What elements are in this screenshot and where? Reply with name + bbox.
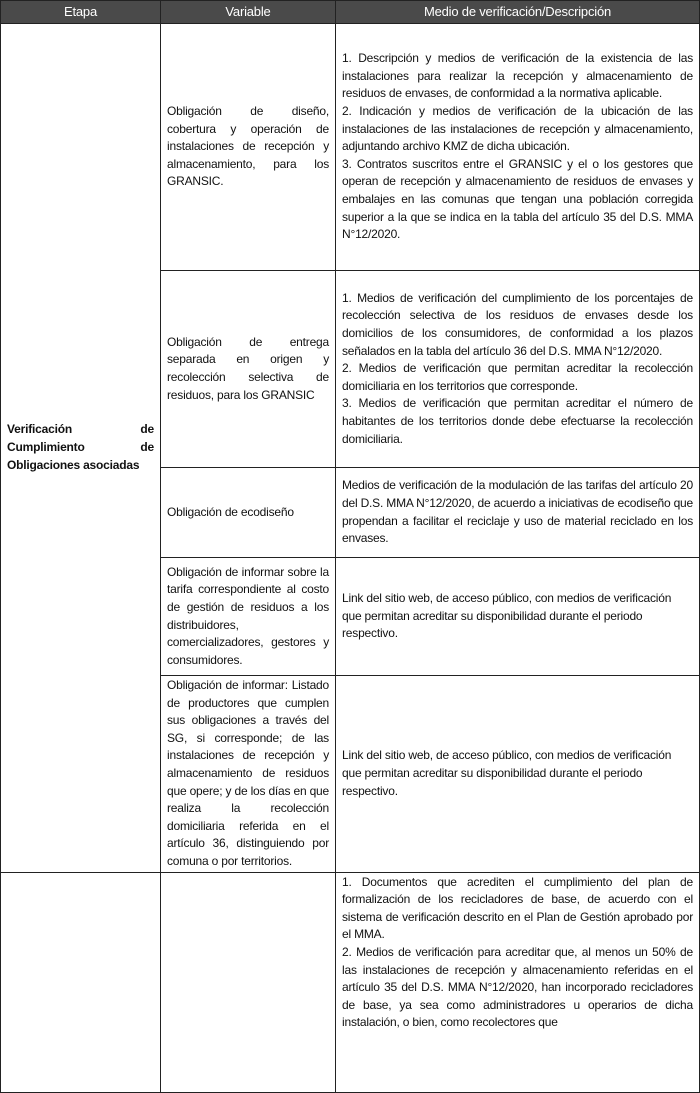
medio-item: Link del sitio web, de acceso público, con medios de verificación que permitan acreditar su disponibilidad durante el periodo respectivo.: [342, 748, 672, 798]
medio-cell: [336, 872, 700, 1092]
medio-item: Link del sitio web, de acceso público, con medios de verificación que permitan acreditar su disponibilidad durante el periodo respectivo.: [342, 591, 672, 641]
medio-item: 1. Documentos que acrediten el cumplimiento del plan de formalización de los recicladores de base, de acuerdo con el sistema de verificación descrito en el Plan de Gestión aprobado por el MMA.: [342, 874, 693, 942]
variable-cell: Obligación de ecodiseño: [161, 468, 336, 558]
variable-cell: Obligación de entrega separada en origen y recolección selectiva de residuos, para los GRANSIC: [161, 271, 336, 468]
table-header-row: [1, 1, 700, 24]
medio-item: 2. Medios de verificación que permitan acreditar la recolección domiciliaria en los territorios que corresponde.: [342, 361, 693, 393]
variable-cell: Obligación de diseño, cobertura y operación de instalaciones de recepción y almacenamiento, para los GRANSIC.: [161, 24, 336, 271]
medio-cell: [336, 558, 700, 676]
medio-item: 3. Contratos suscritos entre el GRANSIC y el o los gestores que operan de recepción y almacenamiento de residuos de envases y embalajes en las comunas que tengan una población corregida superior a la que se indica en la tabla del artículo 35 del D.S. MMA N°12/2020.: [342, 156, 693, 242]
etapa-cell: [1, 872, 161, 1092]
header-medio: Medio de verificación/Descripción: [336, 1, 700, 24]
medio-cell: [336, 676, 700, 873]
header-variable: Variable: [161, 1, 336, 24]
medio-cell: [336, 24, 700, 271]
variable-cell: Obligación de informar sobre la tarifa correspondiente al costo de gestión de residuos a los distribuidores, comercializadores, gestores y consumidores.: [161, 558, 336, 676]
variable-cell: [161, 872, 336, 1092]
table-row: [1, 872, 700, 1092]
medio-item: 1. Descripción y medios de verificación de la existencia de las instalaciones para realizar la recepción y almacenamiento de residuos de envases, de conformidad a la normativa aplicable.: [342, 51, 693, 101]
medio-item: Medios de verificación de la modulación de las tarifas del artículo 20 del D.S. MMA N°12/2020, de acuerdo a iniciativas de ecodiseño que propendan a facilitar el reciclaje y uso de material reciclado en los envases.: [342, 478, 693, 546]
medio-cell: [336, 271, 700, 468]
etapa-cell: Verificación de Cumplimiento de Obligaciones asociadas: [1, 24, 161, 873]
table-row: [1, 24, 700, 271]
header-etapa: Etapa: [1, 1, 161, 24]
variable-cell: Obligación de informar: Listado de productores que cumplen sus obligaciones a través del SG, si corresponde; de las instalaciones de recepción y almacenamiento de residuos que opere; y de los días en que realiza la recolección domiciliaria referida en el artículo 36, distinguiendo por comuna o por territorios.: [161, 676, 336, 873]
medio-cell: [336, 468, 700, 558]
medio-item: 2. Indicación y medios de verificación de la ubicación de las instalaciones de las instalaciones de recepción y almacenamiento, adjuntando archivo KMZ de dicha ubicación.: [342, 104, 693, 154]
medio-item: 1. Medios de verificación del cumplimiento de los porcentajes de recolección selectiva de los residuos de envases desde los domicilios de los consumidores, de conformidad a los plazos señalados en la tabla del artículo 36 del D.S. MMA N°12/2020.: [342, 290, 693, 358]
medio-item: 3. Medios de verificación que permitan acreditar el número de habitantes de los territorios donde debe efectuarse la recolección domiciliaria.: [342, 396, 693, 446]
medio-item: 2. Medios de verificación para acreditar que, al menos un 50% de las instalaciones de recepción y almacenamiento referidas en el artículo 35 del D.S. MMA N°12/2020, han incorporado recicladores de base, ya sea como administradores u operarios de dicha instalación, o bien, como recolectores que: [342, 944, 693, 1030]
